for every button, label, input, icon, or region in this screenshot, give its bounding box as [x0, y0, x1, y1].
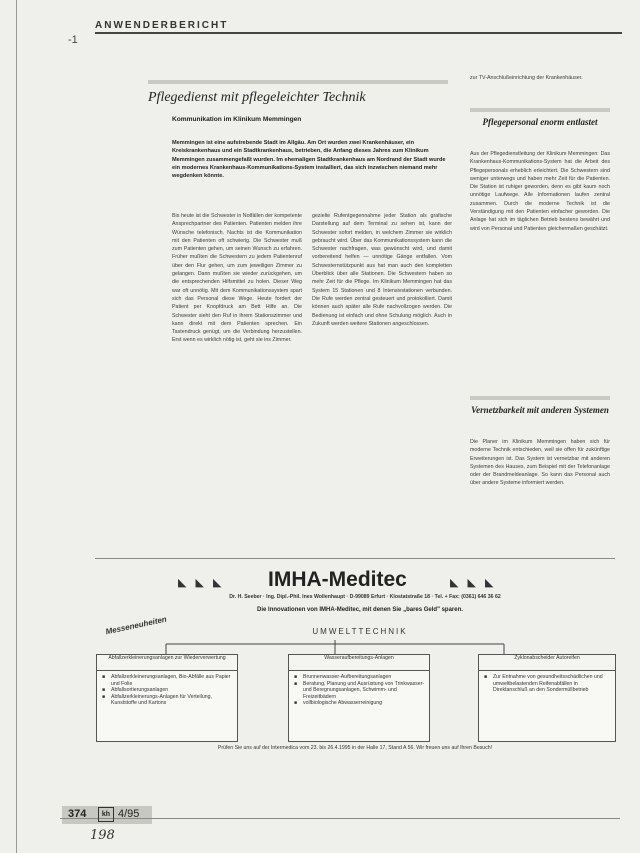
article-lead: Memmingen ist eine aufstrebende Stadt im Allgäu. Am Ort wurden zwei Krankenhäuser, ein Kreiskrankenhaus und ein Stadtkrankenhaus, betrieben, die Anfang dieses Jahres zum Klinikum Memmingen zusammengefaßt wurden. Im ehemaligen Stadtkrankenhaus am Nordrand der Stadt wurde ein modernes Krankenhaus-Kommunikations-System installiert, das sich inzwischen niemand mehr wegdenken könnte.: [172, 140, 446, 180]
corner-mark: -1: [68, 34, 78, 46]
section-header: ANWENDERBERICHT: [95, 20, 229, 31]
right-column-top: zur TV-Anschlußeinrichtung der Krankenhäuser.: [470, 75, 583, 81]
ad-category: UMWELTTECHNIK: [312, 627, 408, 636]
list-item: ■ Abfallzerkleinerungsanlagen, Bio-Abfälle aus Papier und Folie: [111, 674, 233, 687]
ad-logo-icons-right: ◣ ◣ ◣: [450, 577, 497, 589]
header-rule: [95, 32, 622, 34]
ad-brand: IMHA-Meditec: [268, 568, 407, 591]
list-item: ■ Beratung, Planung und Ausrüstung von Trinkwasser- und Beregnungsanlagen, Schwimm- und Freizeitbädern: [303, 681, 425, 701]
footer-rule: [60, 818, 620, 819]
ad-column-head-3: Zyklonabscheider Autoreifen: [478, 654, 616, 672]
ad-column-head-2: Wasseraufbereitungs-Anlagen: [288, 654, 430, 672]
subhead-2: Vernetzbarkeit mit anderen Systemen: [471, 405, 609, 415]
issue-number: 4/95: [118, 808, 140, 820]
subhead-bar-2: [470, 396, 610, 400]
ad-stamp: Messeneuheiten: [104, 614, 168, 637]
subhead-1: Pflegepersonal enorm entlastet: [482, 117, 598, 127]
list-item: ■ Abfallzerkleinerungs-Anlagen für Verteilung, Kunststoffe und Kartons: [111, 694, 233, 707]
ad-logo-icons-left: ◣ ◣ ◣: [178, 577, 225, 589]
binder-margin-line: [16, 0, 17, 853]
subhead-bar-1: [470, 108, 610, 112]
article-column-3a: Aus der Pflegedienstleitung der Klinikum Memmingen: Das Krankenhaus-Kommunikations-System hat die Arbeit des Pflegepersonals erheblich erleichtert. Die Schwestern sind weniger unterwegs und haben mehr Zeit für die Patienten. Die Station ist ruhiger geworden, denn es gibt kaum noch unnötige Laufwege. Alle Informationen laufen zentral zusammen. Durch die moderne Technik ist die Verständigung mit den Patienten einfacher geworden. Die Anlage hat sich im täglichen Betrieb bestens bewährt und wird von Personal und Patienten gleichermaßen geschätzt.: [470, 151, 610, 232]
list-item: ■ Brunnenwasser-Aufbereitungsanlagen: [303, 674, 425, 681]
list-item: ■ Abfallsortierungsanlagen: [111, 687, 233, 694]
page-number: 374: [68, 808, 87, 820]
ad-tagline: Die Innovationen von IMHA-Meditec, mit denen Sie „bares Geld" sparen.: [257, 607, 463, 613]
list-item: ■ Zur Entnahme von gesundheitsschädlichen und umweltbelastenden Reifenabfällen in Direktanschluß an den Sondermüllbetrieb: [493, 674, 611, 694]
title-bar: [148, 80, 448, 84]
ad-column-box-1: [96, 670, 238, 742]
handwritten-note: 198: [90, 828, 115, 843]
magazine-logo-icon: kh: [98, 807, 114, 822]
ad-top-rule: [95, 558, 615, 559]
article-title: Pflegedienst mit pflegeleichter Technik: [148, 90, 366, 105]
article-subtitle: Kommunikation im Klinikum Memmingen: [172, 116, 302, 123]
ad-address: Dr. H. Seeber · Ing. Dipl.-Phil. Ines Wollenhaupt · D-99089 Erfurt · Klostatstraße 18 · Tel. + Fax: (0361) 646 36 62: [229, 594, 501, 600]
ad-column-box-2: [288, 670, 430, 742]
ad-column-head-1: Abfallzerkleinerungsanlagen zur Wiederverwertung: [96, 654, 238, 672]
list-item: ■ vollbiologische Abwasserreinigung: [303, 700, 425, 707]
ad-column-box-3: [478, 670, 616, 742]
article-column-1: Bis heute ist die Schwester in Notfällen der kompetente Ansprechpartner des Patienten. Patienten melden ihre Wünsche telefonisch. Nachts ist die Kommunikation mit den Patienten oft schwierig. Die Schwester muß zum Patienten gehen, um seinen Wunsch zu erfahren. Früher mußten die Schwestern zu jedem Patientenruf über den Flur gehen, um zum jeweiligen Zimmer zu gelangen. Dann mußten sie wieder zurückgehen, um die entsprechenden Hilfsmittel zu holen. Dieser Weg war oft unnötig. Mit dem Kommunikationssystem spart sich das Personal diese Wege. Heute fordert der Patient per Knopfdruck am Bett Hilfe an. Die Schwester sieht den Ruf in ihrem Stationszimmer und kann direkt mit dem Patienten sprechen. Ein Tastendruck genügt, um die Verbindung herzustellen. Erst wenn es wirklich nötig ist, geht sie ins Zimmer.: [172, 213, 302, 344]
ad-footer: Prüfen Sie uns auf der Intermedica vom 23. bis 26.4.1995 in der Halle 17, Stand A 56. Wir freuen uns auf Ihren Besuch!: [217, 745, 493, 751]
article-column-3b: Die Planer im Klinikum Memmingen haben sich für moderne Technik entschieden, weil sie offen für zukünftige Erweiterungen ist. Das System ist vernetzbar mit anderen Systemen des Hauses, zum Beispiel mit der Telefonanlage oder der Brandmeldeanlage. So kann das Personal auch über andere Systeme informiert werden.: [470, 439, 610, 487]
article-column-2: gezielte Rufentgegennahme jeder Station als grafische Darstellung auf dem Terminal zu sehen ist, kann der Schwester sofort melden, in welchem Zimmer sie wirklich gebraucht wird. Über das Kommunikationssystem kann die Schwester nachfragen, was gewünscht wird, und damit vorbereitend helfen — unnötige Gänge entfallen. Vom Schwesternstützpunkt aus hat man auch den kompletten Überblick über alle Stationen. Die Schwestern haben so mehr Zeit für die Pflege. Im Klinikum Memmingen hat das System 15 Stationen und 8 Intensivstationen verbunden. Die Rufe werden zentral gesteuert und protokolliert. Damit können auch später alle Rufe nachvollzogen werden. Die Bedienung ist einfach und ohne Schulung möglich. Auch in Zukunft werden weitere Stationen angeschlossen.: [312, 213, 452, 327]
